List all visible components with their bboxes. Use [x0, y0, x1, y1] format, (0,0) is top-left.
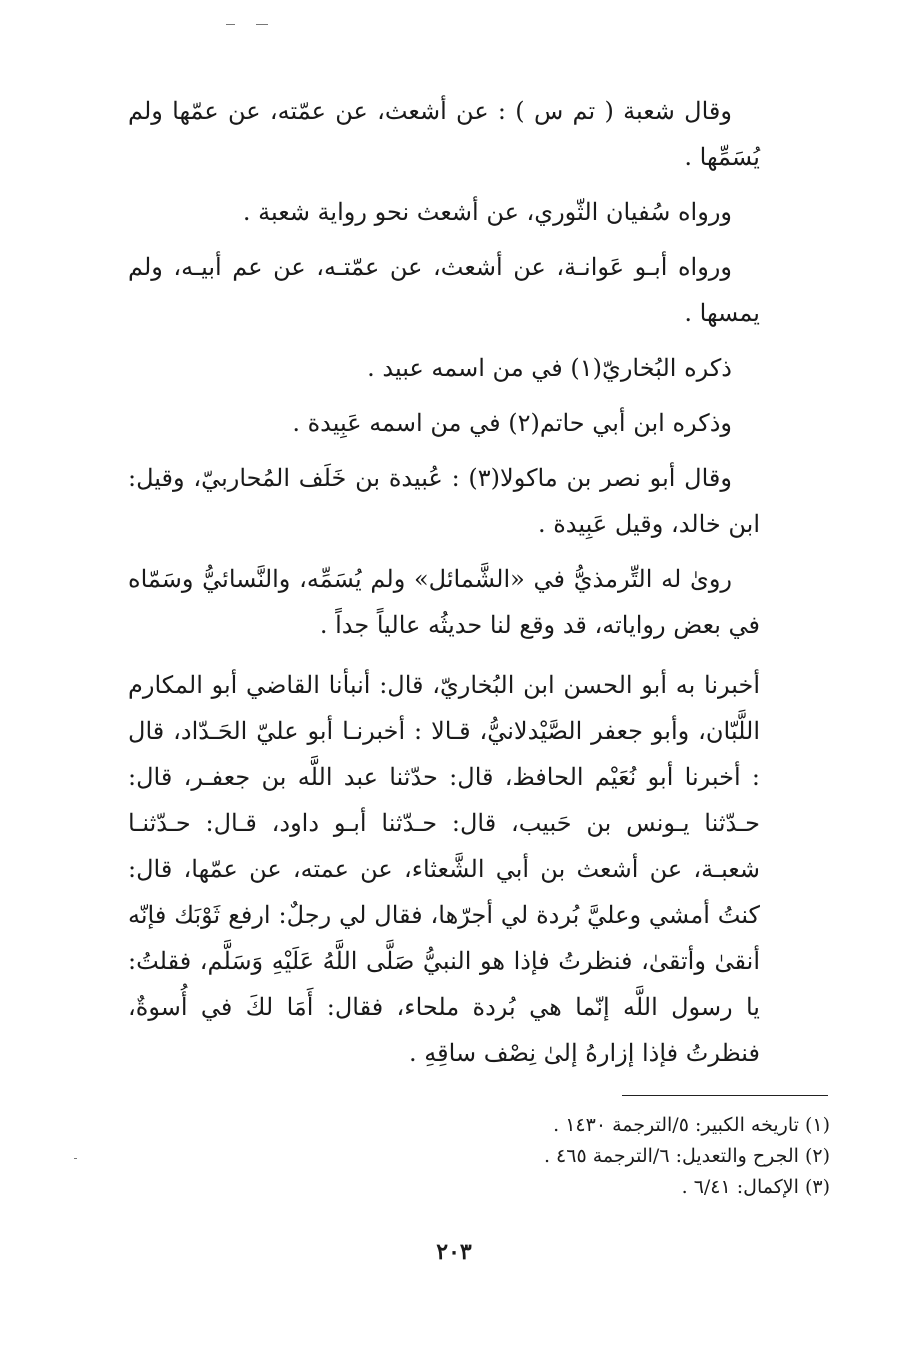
- main-text: [128, 88, 760, 1085]
- paragraph-shuba: وقال شعبة ( تم س ) : عن أشعث، عن عمّته، عن عمّها ولم يُسَمِّها .: [128, 97, 760, 171]
- footnotes: [400, 1110, 830, 1203]
- paragraph-ibn-abi-hatim: وذكره ابن أبي حاتم(٢) في من اسمه عَبِيدة .: [292, 409, 732, 437]
- paragraph-ibn-makula: وقال أبو نصر بن ماكولا(٣) : عُبيدة بن خَلَف المُحاربيّ، وقيل: ابن خالد، وقيل عَبِيدة .: [128, 464, 760, 538]
- scan-speck: [74, 1158, 77, 1159]
- paragraph-bukhari: ذكره البُخاريّ(١) في من اسمه عبيد .: [367, 354, 732, 382]
- page-number: ٢٠٣: [436, 1239, 472, 1265]
- scan-speck: [226, 24, 235, 25]
- footnote-3: (٣) الإكمال: ٦/٤١ .: [681, 1176, 830, 1198]
- footnote-1: (١) تاريخه الكبير: ٥/الترجمة ١٤٣٠ .: [553, 1114, 830, 1136]
- paragraph-abu-awana: ورواه أبـو عَوانـة، عن أشعث، عن عمّتـه، عن عم أبيـه، ولم يمسها .: [128, 253, 760, 327]
- footnote-2: (٢) الجرح والتعديل: ٦/الترجمة ٤٦٥ .: [543, 1145, 830, 1167]
- footnote-separator: [622, 1095, 828, 1096]
- paragraph-sufyan: ورواه سُفيان الثّوري، عن أشعث نحو رواية شعبة .: [242, 198, 732, 226]
- paragraph-hadith-chain: أخبرنا به أبو الحسن ابن البُخاريّ، قال: أنبأنا القاضي أبو المكارم اللَّبّان، وأبو جعفر الصَّيْدلانيُّ، قـالا : أخبرنـا أبو عليّ الحَـدّاد، قال : أخبرنا أبو نُعَيْم الحافظ، قال: حدّثنا عبد اللَّه بن جعفـر، قال: حـدّثنا يـونس بن حَبيب، قال: حـدّثنا أبـو داود، قـال: حـدّثنـا شعبـة، عن أشعث بن أبي الشَّعثاء، عن عمته، عن عمّها، قال: كنتُ أمشي وعليَّ بُردة لي أجرّها، فقال لي رجلٌ: ارفع ثَوْبَك فإنّه أنقىٰ وأتقىٰ، فنظرتُ فإذا هو النبيُّ صَلَّى اللَّهُ عَلَيْهِ وَسَلَّم، فقلتُ: يا رسول اللَّه إنّما هي بُردة ملحاء، فقال: أَمَا لكَ في أُسوةٌ، فنظرتُ فإذا إزارهُ إلىٰ نِصْف ساقِهِ .: [128, 671, 761, 1067]
- scan-speck: [256, 24, 268, 25]
- paragraph-tirmidhi: روىٰ له التِّرمذيُّ في «الشَّمائل» ولم يُسَمِّه، والنَّسائيُّ وسَمّاه في بعض رواياته، قد وقع لنا حديثُه عالياً جداً .: [128, 565, 760, 639]
